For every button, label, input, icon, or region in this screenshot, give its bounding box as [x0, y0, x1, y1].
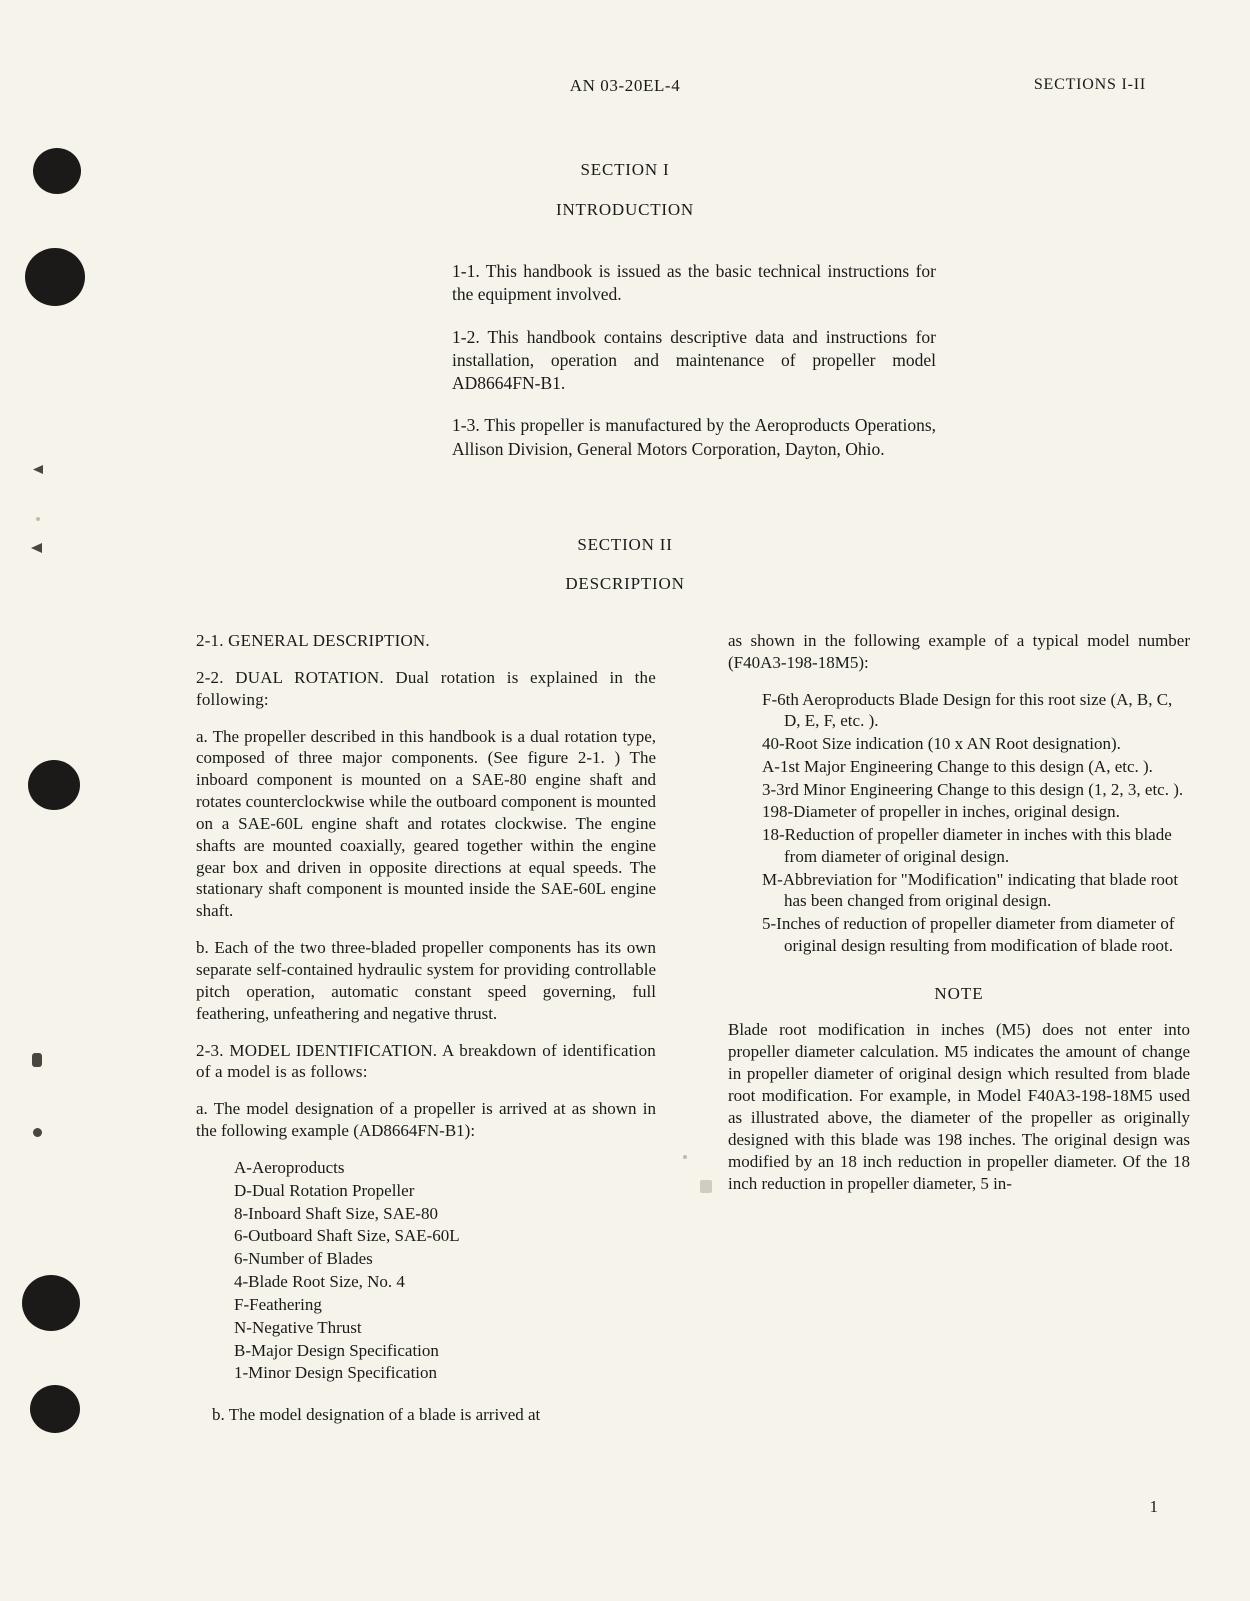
paragraph-2-2-a: a. The propeller described in this handbook is a dual rotation type, composed of three major components. (See figure 2-1. ) The inboard component is mounted on a SAE-80 engine shaft and rotates counterclockwise while the outboard component is mounted on a SAE-60L engine shaft and rotates clockwise. The engine shafts are mounted coaxially, geared together within the engine gear box and driven in opposite directions at equal speeds. The stationary shaft component is mounted inside the SAE-60L engine shaft. — [196, 726, 656, 921]
blade-designation-legend — [728, 689, 1190, 957]
paragraph-2-3-a: a. The model designation of a propeller is arrived at as shown in the following example (AD8664FN-B1): — [196, 1099, 656, 1141]
legend-item: A-1st Major Engineering Change to this design (A, etc. ). — [762, 756, 1153, 776]
page-header — [0, 76, 1250, 98]
right-text-column — [728, 630, 1190, 1195]
section-2-title: DESCRIPTION — [565, 574, 685, 593]
model-designation-legend — [196, 1157, 656, 1384]
margin-mark — [33, 1128, 42, 1137]
paper-speck — [683, 1155, 687, 1159]
legend-item: 6-Outboard Shaft Size, SAE-60L — [234, 1226, 460, 1246]
punch-hole-mark — [22, 1275, 80, 1331]
page-number: 1 — [1149, 1497, 1158, 1516]
legend-item: F-6th Aeroproducts Blade Design for this root size (A, B, C, D, E, F, etc. ). — [762, 689, 1173, 731]
paper-speck — [36, 517, 40, 521]
legend-item: 40-Root Size indication (10 x AN Root designation). — [762, 734, 1121, 754]
paragraph-1-1: 1-1. This handbook is issued as the basic technical instructions for the equipment involved. — [452, 261, 936, 305]
section-1-title: INTRODUCTION — [555, 200, 695, 219]
legend-item: 5-Inches of reduction of propeller diameter from diameter of original design resulting from modification of blade root. — [762, 914, 1175, 955]
paragraph-2-2: 2-2. DUAL ROTATION. Dual rotation is explained in the following: — [196, 667, 656, 709]
note-heading: NOTE — [934, 983, 984, 1003]
introduction-paragraphs — [452, 260, 936, 461]
section-2-heading: SECTION II — [577, 535, 673, 554]
legend-item: 198-Diameter of propeller in inches, original design. — [762, 802, 1120, 822]
legend-item: M-Abbreviation for "Modification" indicating that blade root has been changed from original design. — [762, 869, 1179, 911]
legend-item: F-Feathering — [234, 1294, 322, 1314]
legend-item: D-Dual Rotation Propeller — [234, 1180, 415, 1200]
section-reference: SECTIONS I-II — [1033, 76, 1146, 93]
legend-item: B-Major Design Specification — [234, 1340, 439, 1360]
legend-item: 4-Blade Root Size, No. 4 — [234, 1272, 405, 1292]
paragraph-2-3: 2-3. MODEL IDENTIFICATION. A breakdown of identification of a model is as follows: — [196, 1040, 656, 1082]
paragraph-2-3-b: b. The model designation of a blade is arrived at — [212, 1405, 541, 1425]
legend-item: 8-Inboard Shaft Size, SAE-80 — [234, 1203, 438, 1223]
paragraph-continued: as shown in the following example of a typical model number (F40A3-198-18M5): — [728, 631, 1190, 672]
document-number: AN 03-20EL-4 — [569, 76, 681, 95]
legend-item: 1-Minor Design Specification — [234, 1363, 438, 1383]
section-1-heading: SECTION I — [580, 160, 670, 179]
legend-item: N-Negative Thrust — [234, 1317, 362, 1337]
margin-mark — [32, 1053, 42, 1067]
left-text-column — [196, 630, 656, 1441]
legend-item: 3-3rd Minor Engineering Change to this design (1, 2, 3, etc. ). — [762, 779, 1184, 799]
legend-item: 6-Number of Blades — [234, 1249, 373, 1269]
punch-hole-mark — [28, 760, 80, 810]
margin-mark — [33, 465, 43, 474]
paragraph-2-2-b: b. Each of the two three-bladed propeller components has its own separate self-contained hydraulic system for providing controllable pitch operation, automatic constant speed governing, full feathering, unfeathering and negative thrust. — [196, 938, 656, 1023]
punch-hole-mark — [25, 248, 85, 306]
paragraph-2-1: 2-1. GENERAL DESCRIPTION. — [196, 631, 430, 650]
paragraph-1-2: 1-2. This handbook contains descriptive data and instructions for installation, operation and maintenance of propeller model AD8664FN-B1. — [452, 326, 936, 394]
note-body: Blade root modification in inches (M5) does not enter into propeller diameter calculation. M5 indicates the amount of change in propeller diameter of original design which resulted from blade root modification. For example, in Model F40A3-198-18M5 used as illustrated above, the diameter of the propeller as originally designed with this blade was 198 inches. The original design was modified by an 18 inch reduction in propeller diameter. Of the 18 inch reduction in propeller diameter, 5 in- — [728, 1019, 1190, 1194]
paper-speck — [700, 1180, 712, 1193]
legend-item: 18-Reduction of propeller diameter in inches with this blade from diameter of original design. — [762, 825, 1172, 866]
punch-hole-mark — [30, 1385, 80, 1433]
paragraph-1-3: 1-3. This propeller is manufactured by the Aeroproducts Operations, Allison Division, General Motors Corporation, Dayton, Ohio. — [452, 415, 936, 459]
legend-item: A-Aeroproducts — [234, 1157, 345, 1177]
